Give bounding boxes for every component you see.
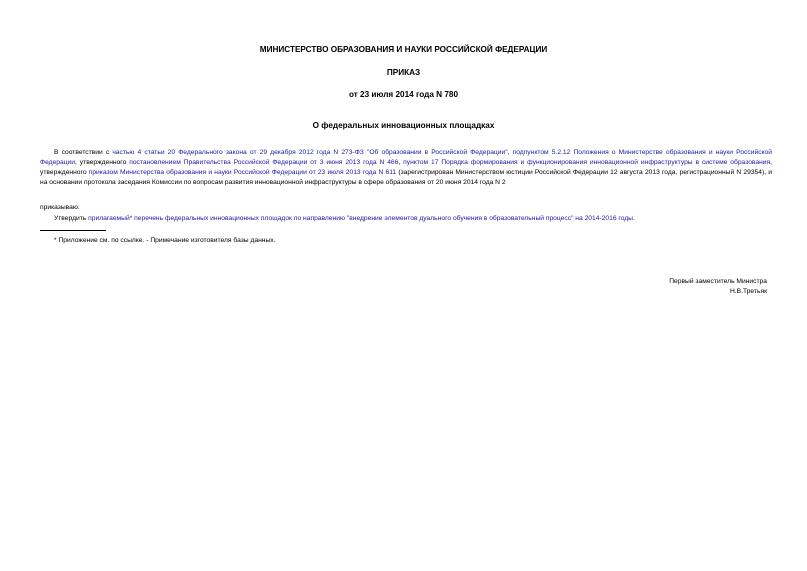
government-decree-link[interactable]: постановлением Правительства Российской Федерации от 3 июня 2013 года N 466 — [129, 159, 399, 166]
ministry-order-link[interactable]: приказом Министерства образования и науки Российской Федерации от 23 июля 2013 года N 611 — [88, 169, 397, 176]
order-item-start: Утвердить — [54, 215, 89, 222]
order-item-end: . — [632, 215, 635, 222]
footnote: * Приложение см. по ссылке. - Примечание изготовителя базы данных. — [54, 237, 276, 244]
preamble-text-6: (зарегистрирован Министерством юстиции Российской Федерации 12 августа 2013 года, регистрационный N 29354), и на основании протокола заседания Комиссии по вопросам развития инновационной инфраструктуры в сфере образования от 20 июня 2014 года N 2 — [40, 169, 772, 186]
document-type: ПРИКАЗ — [386, 68, 421, 77]
procedure-point-link[interactable]: пунктом 17 Порядка формирования и функционирования инновационной инфраструктуры в системе образования — [403, 159, 771, 166]
preamble-text-1: В соответствии с — [54, 149, 113, 156]
preamble-paragraph — [40, 148, 772, 188]
document-date: от 23 июля 2014 года N 780 — [348, 90, 459, 99]
preamble-text-3: , утвержденного — [75, 159, 130, 166]
footnote-divider — [40, 230, 106, 231]
innovation-sites-list-link[interactable]: прилагаемый* перечень федеральных инновационных площадок по направлению "внедрение элементов дуального обучения в образовательный процесс" на 2014-2016 годы — [88, 215, 633, 222]
preamble-text-5: , утвержденного — [40, 159, 773, 176]
preamble-text-2: , — [507, 149, 513, 156]
preamble-text-4: , — [398, 159, 404, 166]
signature-title: Первый заместитель Министра — [669, 278, 767, 285]
order-item — [40, 214, 772, 224]
law-article-link[interactable]: частью 4 статьи 20 Федерального закона от 29 декабря 2012 года N 273-ФЗ "Об образовании в Российской Федерации" — [112, 149, 508, 156]
ministry-heading: МИНИСТЕРСТВО ОБРАЗОВАНИЯ И НАУКИ РОССИЙСКОЙ ФЕДЕРАЦИИ — [259, 45, 548, 54]
document-title: О федеральных инновационных площадках — [312, 121, 495, 130]
signature-name: Н.В.Третьяк — [729, 288, 767, 295]
orders-label: приказываю: — [40, 204, 80, 211]
ministry-regulation-link[interactable]: подпунктом 5.2.12 Положения о Министерстве образования и науки Российской Федерации — [40, 149, 772, 166]
